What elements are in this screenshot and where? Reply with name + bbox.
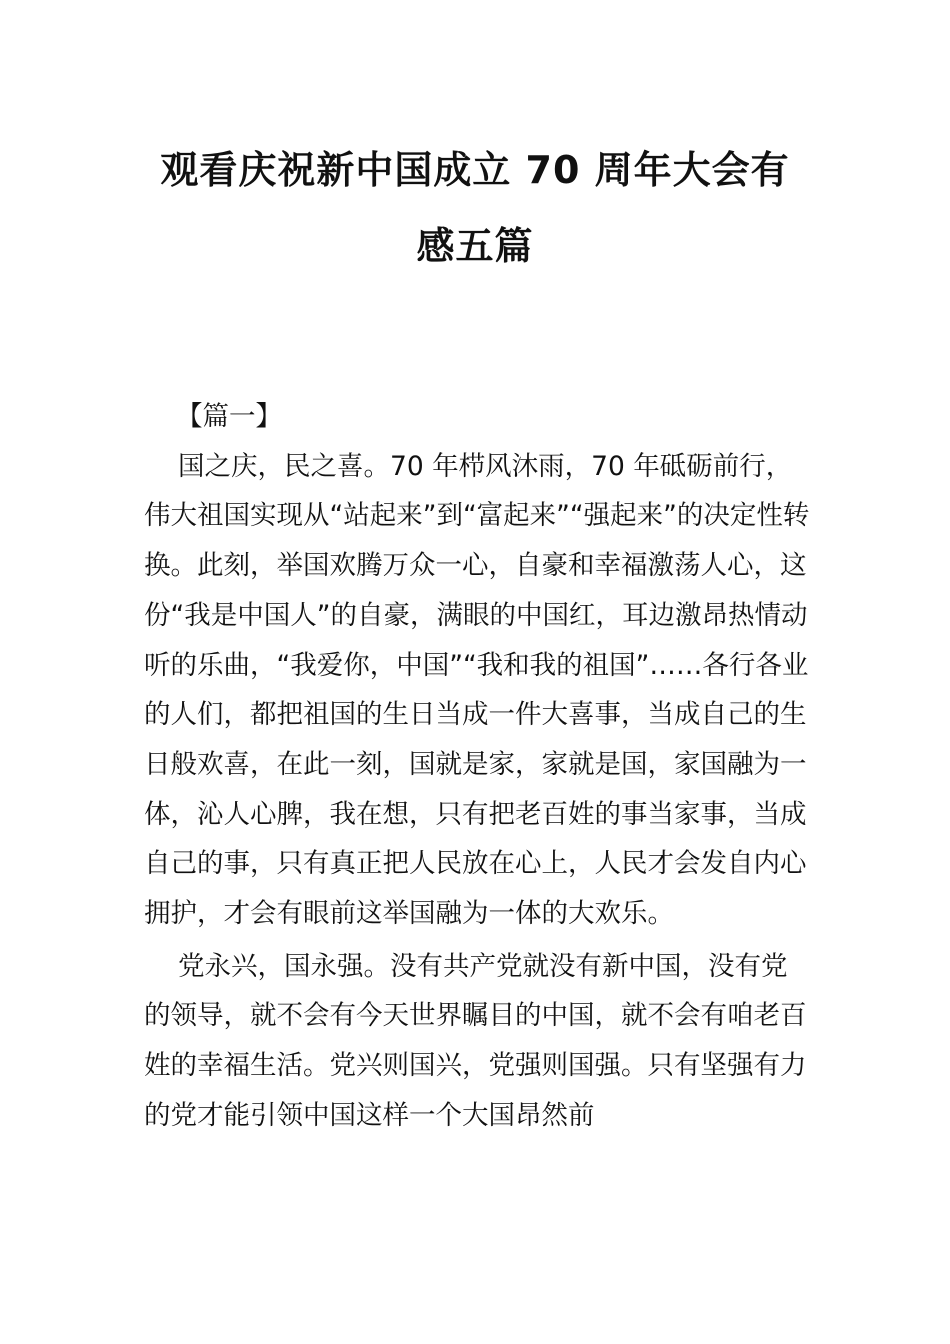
section-label: 【篇一】	[176, 401, 282, 432]
paragraph-1: 国之庆，民之喜。70 年栉风沐雨，70 年砥砺前行，伟大祖国实现从“站起来”到“富起来”“强起来”的决定性转换。此刻，举国欢腾万众一心，自豪和幸福激荡人心，这份“我是中国人”的自豪，满眼的中国红，耳边激昂热情动听的乐曲，“我爱你，中国”“我和我的祖国”……各行各业的人们，都把祖国的生日当成一件大喜事，当成自己的生日般欢喜，在此一刻，国就是家，家就是国，家国融为一体，沁人心脾，我在想，只有把老百姓的事当家事，当成自己的事，只有真正把人民放在心上，人民才会发自内心拥护，才会有眼前这举国融为一体的大欢乐。	[144, 450, 810, 930]
document-body	[144, 392, 810, 1141]
document-title	[120, 132, 830, 284]
title-line-2: 感五篇	[416, 224, 534, 268]
paragraph-2: 党永兴，国永强。没有共产党就没有新中国，没有党的领导，就不会有今天世界瞩目的中国，就不会有咱老百姓的幸福生活。党兴则国兴，党强则国强。只有坚强有力的党才能引领中国这样一个大国昂然前	[144, 950, 807, 1131]
title-line-1: 观看庆祝新中国成立 70 周年大会有	[160, 148, 790, 192]
